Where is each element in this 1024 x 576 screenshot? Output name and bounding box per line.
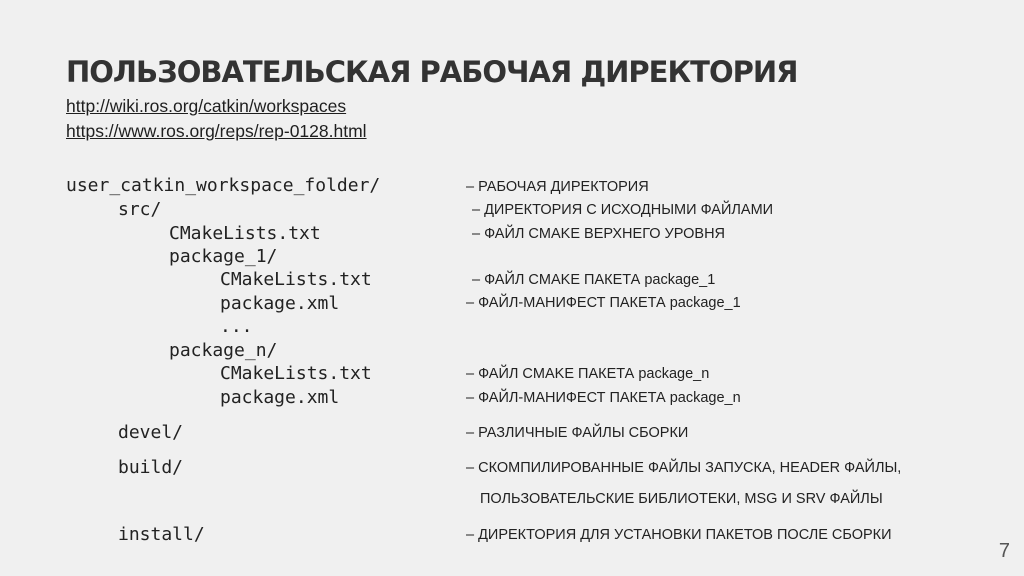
tree-item-package-n-cmakelists: CMakeLists.txt [220, 363, 372, 384]
desc-package-n-cmakelists: – ФАЙЛ CMAKE ПАКЕТА package_n [466, 366, 710, 382]
desc-install: – ДИРЕКТОРИЯ ДЛЯ УСТАНОВКИ ПАКЕТОВ ПОСЛЕ СБОРКИ [466, 527, 892, 543]
tree-item-package-n-manifest: package.xml [220, 387, 340, 408]
desc-package-n-manifest: – ФАЙЛ-МАНИФЕСТ ПАКЕТА package_n [466, 390, 741, 406]
wiki-workspaces-link[interactable]: http://wiki.ros.org/catkin/workspaces [66, 96, 347, 116]
desc-package-1-manifest: – ФАЙЛ-МАНИФЕСТ ПАКЕТА package_1 [466, 295, 741, 311]
tree-item-devel: devel/ [118, 422, 184, 443]
desc-package-1-cmakelists: – ФАЙЛ CMAKE ПАКЕТА package_1 [472, 272, 716, 288]
tree-item-package-n: package_n/ [169, 340, 278, 361]
tree-item-src: src/ [118, 199, 162, 220]
tree-item-package-1-cmakelists: CMakeLists.txt [220, 269, 372, 290]
desc-src: – ДИРЕКТОРИЯ С ИСХОДНЫМИ ФАЙЛАМИ [472, 202, 774, 218]
desc-build-line-2: ПОЛЬЗОВАТЕЛЬСКИЕ БИБЛИОТЕКИ, MSG И SRV ФАЙЛЫ [480, 491, 883, 507]
page-number: 7 [998, 540, 1010, 562]
slide-title: ПОЛЬЗОВАТЕЛЬСКАЯ РАБОЧАЯ ДИРЕКТОРИЯ [66, 55, 798, 89]
tree-item-install: install/ [118, 524, 205, 545]
desc-build-line-1: – СКОМПИЛИРОВАННЫЕ ФАЙЛЫ ЗАПУСКА, HEADER ФАЙЛЫ, [466, 460, 902, 476]
desc-devel: – РАЗЛИЧНЫЕ ФАЙЛЫ СБОРКИ [466, 425, 689, 441]
tree-item-workspace-folder: user_catkin_workspace_folder/ [66, 175, 381, 196]
tree-item-package-1: package_1/ [169, 246, 278, 267]
desc-top-cmakelists: – ФАЙЛ CMAKE ВЕРХНЕГО УРОВНЯ [472, 226, 726, 242]
rep-0128-link[interactable]: https://www.ros.org/reps/rep-0128.html [66, 121, 367, 141]
tree-item-ellipsis: ... [220, 316, 253, 337]
tree-item-top-cmakelists: CMakeLists.txt [169, 223, 321, 244]
tree-item-build: build/ [118, 457, 184, 478]
tree-item-package-1-manifest: package.xml [220, 293, 340, 314]
desc-workspace-folder: – РАБОЧАЯ ДИРЕКТОРИЯ [466, 179, 649, 195]
